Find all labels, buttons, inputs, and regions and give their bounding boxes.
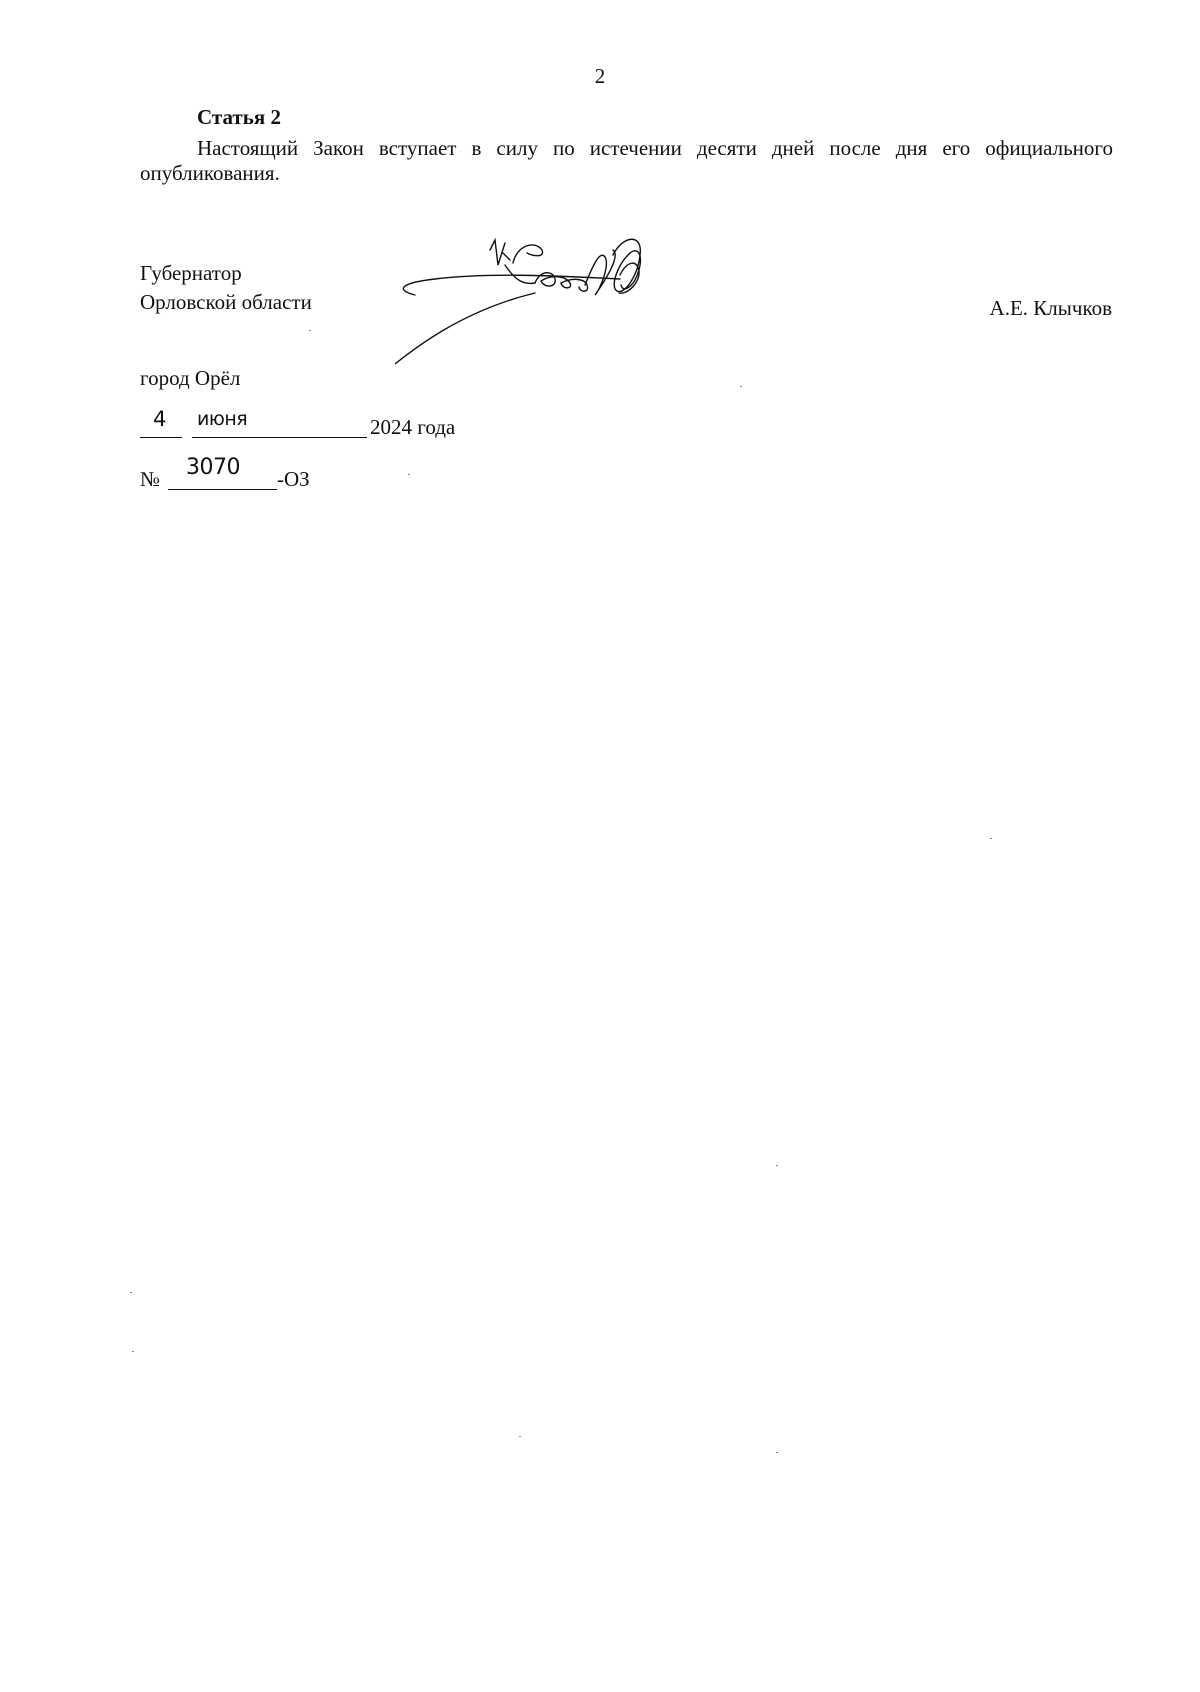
scan-speck [990, 838, 992, 839]
scan-speck [776, 1452, 778, 1453]
date-month: июня [197, 408, 248, 430]
article-heading: Статья 2 [197, 105, 281, 129]
number-sign: № [140, 467, 161, 491]
page-number: 2 [594, 64, 606, 88]
signatory-position-line2: Орловской области [140, 290, 312, 314]
law-number-value: 3070 [186, 455, 240, 480]
scan-speck [408, 474, 410, 475]
scan-speck [740, 386, 742, 387]
law-number-line [140, 455, 380, 493]
handwritten-signature [395, 235, 705, 395]
scan-speck [309, 330, 311, 331]
scan-speck [132, 1351, 134, 1352]
signatory-name: А.Е. Клычков [989, 296, 1112, 320]
scan-speck [776, 1165, 778, 1166]
signatory-position-line1: Губернатор [140, 261, 242, 285]
date-day: 4 [153, 407, 166, 431]
date-year: 2024 года [370, 415, 456, 439]
scan-speck [130, 1292, 132, 1293]
date-line [140, 407, 500, 441]
scan-speck [519, 1436, 521, 1437]
place-of-signing: город Орёл [140, 366, 241, 390]
article-body-text: Настоящий Закон вступает в силу по истечении десяти дней после дня его официального опубликования. [140, 136, 1113, 185]
law-number-suffix: -ОЗ [277, 467, 310, 491]
